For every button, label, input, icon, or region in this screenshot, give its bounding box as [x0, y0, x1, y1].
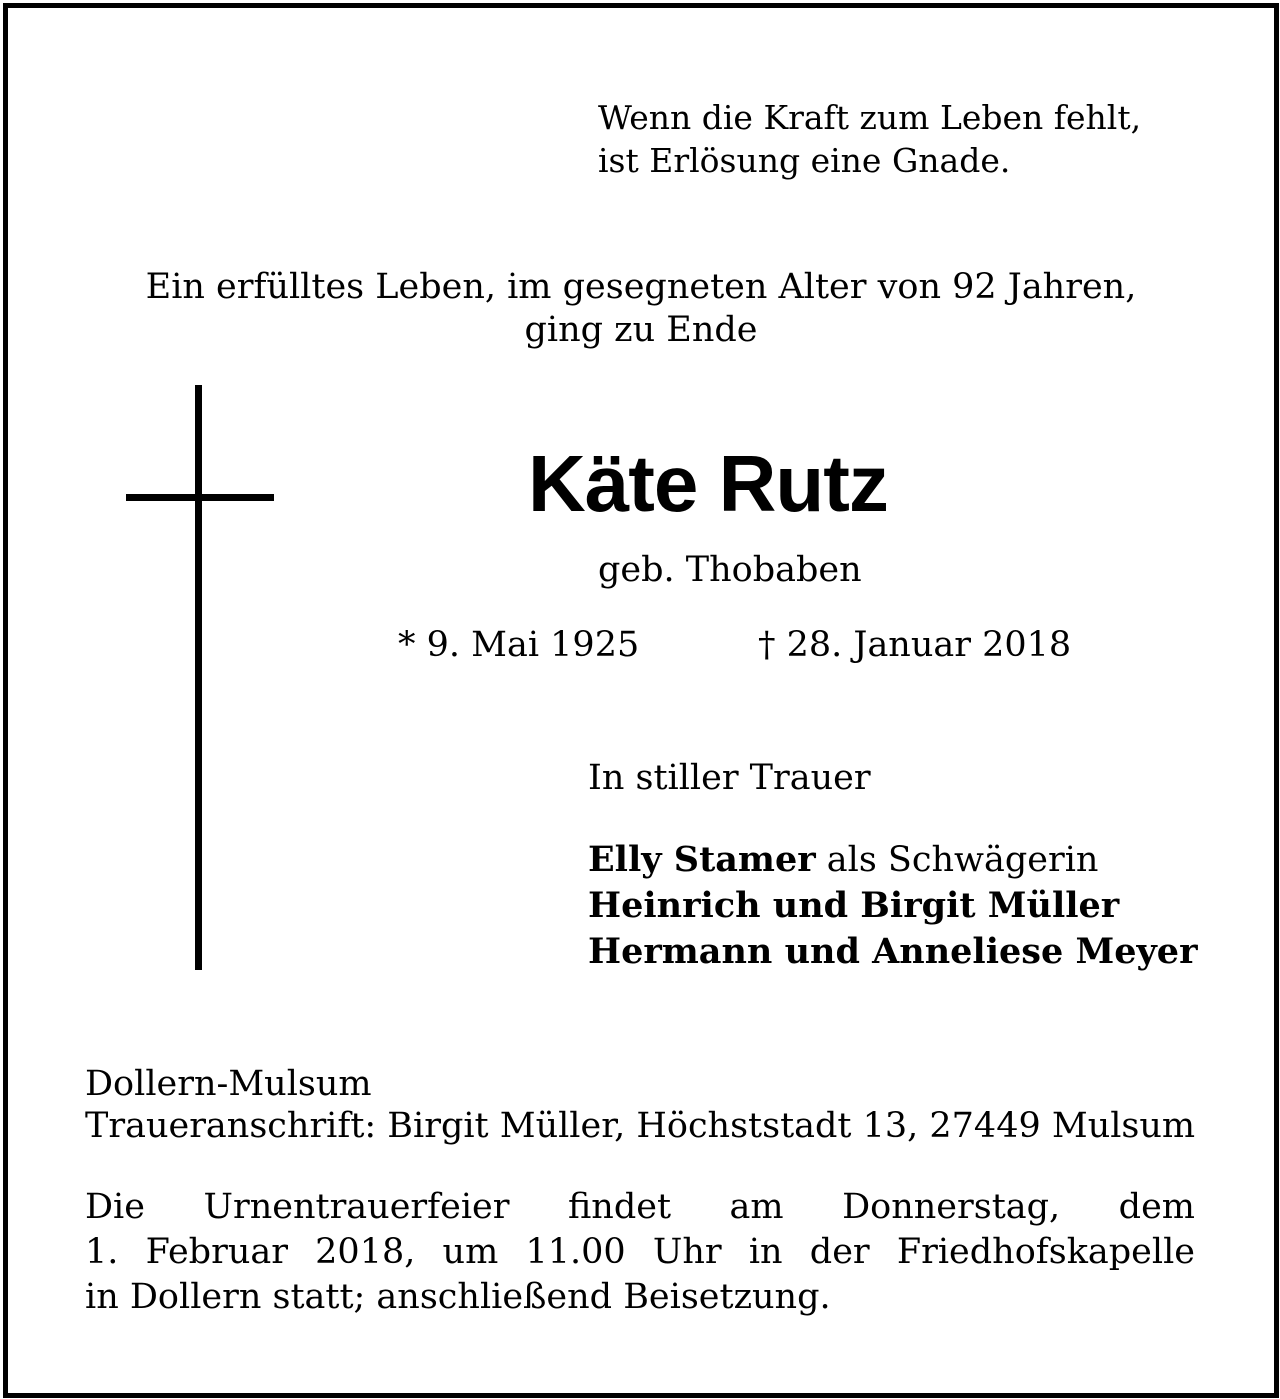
- mourner-relation: als Schwägerin: [815, 840, 1099, 880]
- mourner-item: [588, 929, 1198, 975]
- mourners-list: [588, 837, 1198, 975]
- mourning-intro: In stiller Trauer: [588, 758, 871, 798]
- mourner-item: [588, 883, 1198, 929]
- mourner-item: [588, 837, 1198, 883]
- mourning-address: Traueranschrift: Birgit Müller, Höchststadt 13, 27449 Mulsum: [85, 1106, 1196, 1146]
- cross-vertical-bar: [195, 385, 202, 970]
- cross-horizontal-bar: [126, 494, 274, 501]
- ceremony-line-2: 1. Februar 2018, um 11.00 Uhr in der Friedhofskapelle: [85, 1232, 1195, 1272]
- motto-quote: [598, 96, 1218, 182]
- ceremony-line-1: Die Urnentrauerfeier findet am Donnerstag, dem: [85, 1187, 1195, 1227]
- death-date: † 28. Januar 2018: [758, 625, 1072, 665]
- birth-date: * 9. Mai 1925: [398, 625, 640, 665]
- ceremony-line-3: in Dollern statt; anschließend Beisetzung.: [85, 1277, 831, 1317]
- maiden-name: geb. Thobaben: [598, 550, 862, 590]
- intro-line-1: Ein erfülltes Leben, im gesegneten Alter von 92 Jahren,: [145, 267, 1137, 307]
- intro-line-2: ging zu Ende: [524, 310, 758, 350]
- intro-text: [8, 266, 1274, 352]
- mourner-name: Hermann und Anneliese Meyer: [588, 931, 1198, 972]
- motto-line-2: ist Erlösung eine Gnade.: [598, 141, 1011, 180]
- mourner-name: Elly Stamer: [588, 839, 816, 880]
- place-name: Dollern-Mulsum: [85, 1064, 372, 1104]
- address-block: [85, 1063, 1195, 1147]
- ceremony-text: [85, 1185, 1195, 1320]
- obituary-notice: [3, 3, 1279, 1398]
- mourner-name: Heinrich und Birgit Müller: [588, 885, 1120, 926]
- motto-line-1: Wenn die Kraft zum Leben fehlt,: [598, 98, 1142, 137]
- deceased-name: Käte Rutz: [528, 439, 888, 528]
